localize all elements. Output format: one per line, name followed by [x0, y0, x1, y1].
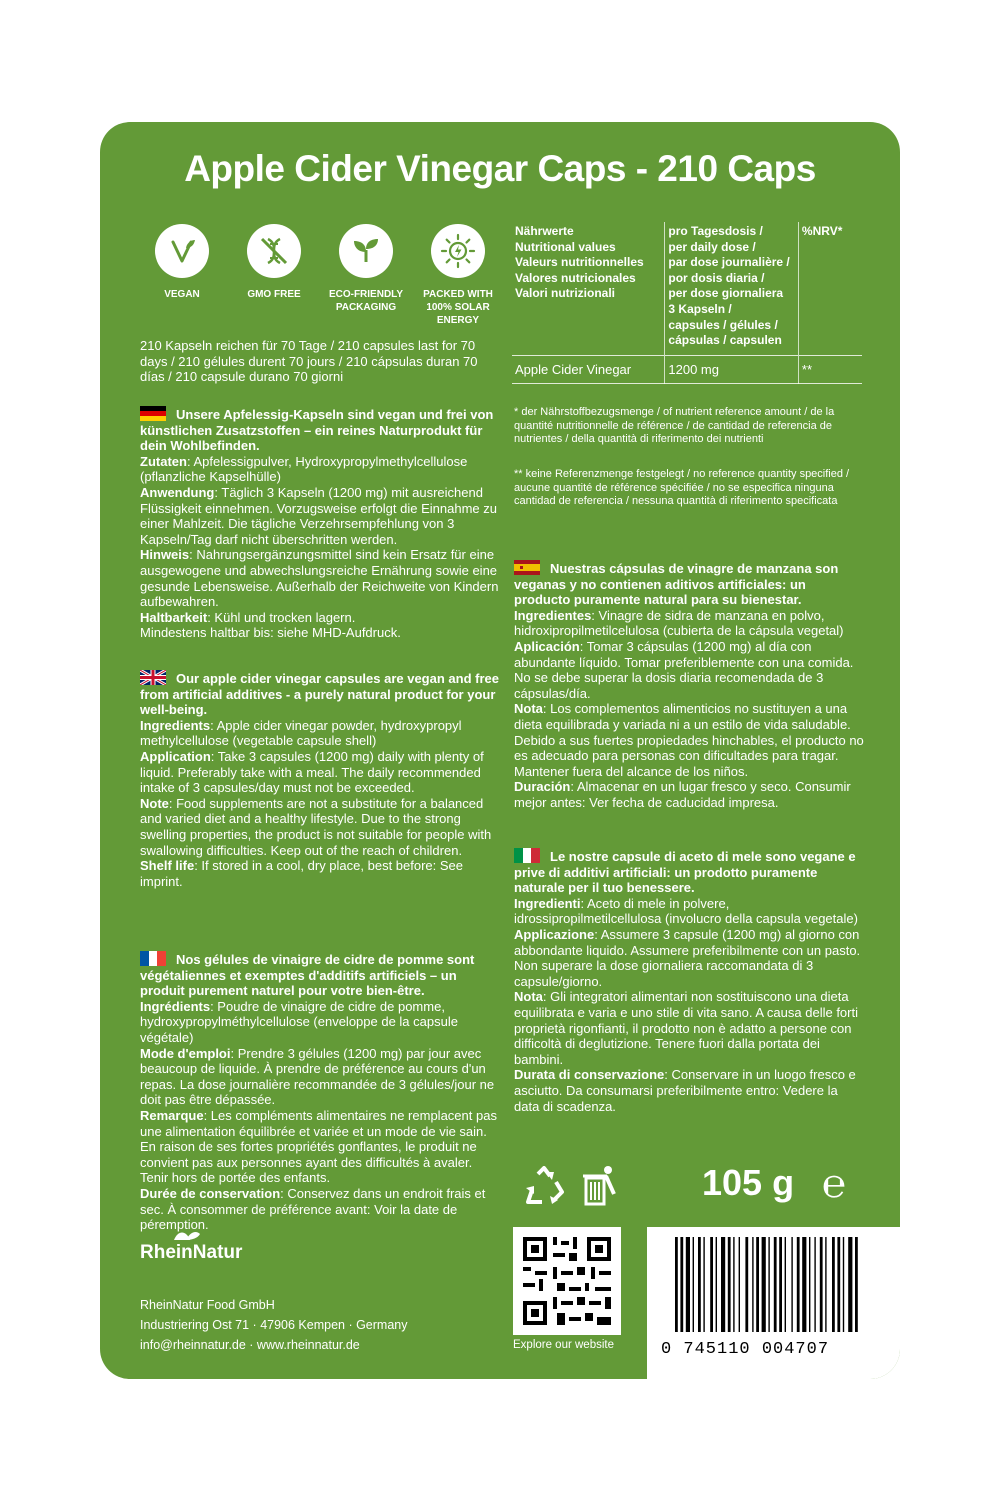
- section-german: [140, 406, 500, 641]
- qr-caption: Explore our website: [513, 1339, 614, 1351]
- section-english: [140, 670, 500, 889]
- shelf-life-line: Duración: Almacenar en un lugar fresco y seco. Consumir mejor antes: Ver fecha de caducidad impresa.: [514, 779, 851, 810]
- section-heading: Nos gélules de vinaigre de cidre de pomme sont végétaliennes et exemptes d'additifs artificiels – un produit purement naturel pour votre bien-être.: [140, 952, 475, 999]
- application-line: Application: Take 3 capsules (1200 mg) daily with plenty of liquid. Preferably take with a meal. The daily recommended intake of 3 capsules/day must not be exceeded.: [140, 748, 484, 796]
- badge-gmo-free: [232, 224, 316, 301]
- section-heading: Nuestras cápsulas de vinagre de manzana son veganas y no contienen aditivos artificiales: un producto puramente natural para su bienestar.: [514, 561, 839, 608]
- note-line: Nota: Los complementos alimenticios no sustituyen a una dieta equilibrada y variada ni a un estilo de vida saludable. Debido a sus fuertes propiedades hinchables, el producto no es adecuado para personas con dificultades para tragar. Mantener fuera del alcance de los niños.: [514, 701, 864, 779]
- badge-row: [140, 224, 500, 334]
- qr-code-icon: [513, 1227, 621, 1335]
- qr-code[interactable]: [513, 1227, 621, 1335]
- barcode-bars-icon: [647, 1227, 900, 1337]
- section-spanish: [514, 560, 864, 811]
- company-info: [140, 1295, 408, 1355]
- net-weight: 105 g: [702, 1162, 795, 1203]
- ingredients-line: Ingredienti: Aceto di mele in polvere, idrossipropilmetilcellulosa (involucro della capsula vegetale): [514, 895, 858, 927]
- eco-packaging-icon: [339, 224, 393, 278]
- badge-label: VEGAN: [164, 289, 200, 300]
- note-line: Hinweis: Nahrungsergänzungsmittel sind kein Ersatz für eine ausgewogene und abwechslungsreiche Ernährung sowie eine gesunde Lebensweise. Außerhalb der Reichweite von Kindern aufbewahren.: [140, 547, 499, 610]
- product-title: Apple Cider Vinegar Caps - 210 Caps: [184, 148, 816, 189]
- ingredients-line: Ingrédients: Poudre de vinaigre de cidre de pomme, hydroxypropylméthylcellulose (enveloppe de la capsule végétale): [140, 998, 458, 1045]
- estimated-sign: ℮: [822, 1162, 847, 1206]
- section-heading: Unsere Apfelessig-Kapseln sind vegan und frei von künstlichen Zusatzstoffen – ein reines Naturprodukt für dein Wohlbefinden.: [140, 407, 494, 454]
- italian-flag-icon: [514, 848, 540, 863]
- badge-eco-packaging: [324, 224, 408, 314]
- shelf-life-line: Durée de conservation: Conservez dans un endroit frais et sec. À consommer de préférence avant: Voir la date de péremption.: [140, 1185, 486, 1233]
- ingredients-line: Ingredientes: Vinagre de sidra de manzana en polvo, hidroxipropilmetilcelulosa (cubierta de la cápsula vegetal): [514, 607, 844, 639]
- badge-label: ECO-FRIENDLY PACKAGING: [328, 289, 404, 313]
- french-flag-icon: [140, 951, 166, 966]
- badge-label: PACKED WITH 100% SOLAR ENERGY: [423, 289, 493, 326]
- company-contact: info@rheinnatur.de · www.rheinnatur.de: [140, 1338, 360, 1352]
- nrv-footnote: * der Nährstoffbezugsmenge / of nutrient reference amount / de la quantité nutritionnelle de référence / de cantidad de referencia de nutrientes / della quantità di riferimento dei nutrienti: [514, 406, 835, 445]
- gmo-free-icon: [247, 224, 301, 278]
- solar-energy-icon: [431, 224, 485, 278]
- recycle-icon: [522, 1166, 566, 1206]
- nutrient-nrv: **: [798, 355, 862, 384]
- nutrition-header-dose: pro Tagesdosis / per daily dose / par dose journalière / por dosis diaria / per dose giornaliera 3 Kapseln / capsules / gélules / cápsulas / capsulen: [665, 222, 799, 355]
- nutrition-header-row: [512, 222, 862, 355]
- barcode-number: 0 745110 004707: [661, 1340, 830, 1359]
- best-before-line: Mindestens haltbar bis: siehe MHD-Aufdruck.: [140, 625, 401, 641]
- nutrition-header-nrv: %NRV*: [801, 224, 843, 238]
- shelf-life-line: Shelf life: If stored in a cool, dry place, best before: See imprint.: [140, 858, 464, 889]
- barcode: [647, 1227, 900, 1379]
- section-heading: Our apple cider vinegar capsules are vegan and free from artificial additives - a purely natural product for your well-being.: [140, 671, 499, 718]
- trash-bin-icon: [578, 1164, 618, 1208]
- application-line: Anwendung: Täglich 3 Kapseln (1200 mg) mit ausreichend Flüssigkeit einnehmen. Vorzugsweise erfolgt die Einnahme zu einer Mahlzeit. Die tägliche Verzehrsempfehlung von 3 Kapseln/Tag darf nicht überschritten werden.: [140, 484, 497, 547]
- nutrient-name: Apple Cider Vinegar: [512, 355, 665, 384]
- uk-flag-icon: [140, 670, 166, 685]
- shelf-life-line: Haltbarkeit: Kühl und trocken lagern.: [140, 609, 356, 625]
- leaf-icon: [172, 1228, 202, 1242]
- vegan-leaf-icon: [155, 224, 209, 278]
- badge-vegan: [140, 224, 224, 301]
- shelf-life-line: Durata di conservazione: Conservare in un luogo fresco e asciutto. Da consumarsi preferibilmente entro: Vedere la data di scadenza.: [514, 1067, 856, 1114]
- capsule-duration-text: 210 Kapseln reichen für 70 Tage / 210 capsules last for 70 days / 210 gélules durent 70 jours / 210 cápsulas duran 70 días / 210 capsule durano 70 giorni: [140, 338, 478, 385]
- note-line: Nota: Gli integratori alimentari non sostituiscono una dieta equilibrata e varia e uno stile di vita sano. A causa delle forti proprietà rigonfianti, il prodotto non è adatto a persone con difficoltà di deglutizione. Tenere fuori dalla portata dei bambini.: [514, 989, 858, 1067]
- nutrient-amount: 1200 mg: [665, 355, 799, 384]
- application-line: Aplicación: Tomar 3 cápsulas (1200 mg) al día con abundante líquido. Tomar preferiblemente con una comida. No se debe superar la dosis diaria recomendada de 3 cápsulas/día.: [514, 638, 854, 701]
- german-flag-icon: [140, 406, 166, 421]
- section-heading: Le nostre capsule di aceto di mele sono vegane e prive di additivi artificiali: un prodotto puramente naturale per il tuo benessere.: [514, 849, 856, 896]
- nutrition-row: [512, 355, 862, 384]
- badge-label: GMO FREE: [247, 289, 301, 300]
- brand-logo: RheinNatur: [140, 1242, 242, 1264]
- disposal-icons: [522, 1164, 618, 1208]
- ingredients-line: Zutaten: Apfelessigpulver, Hydroxypropylmethylcellulose (pflanzliche Kapselhülle): [140, 453, 468, 485]
- nutrition-header-label: Nährwerte Nutritional values Valeurs nutritionnelles Valores nutricionales Valori nutrizionali: [512, 222, 665, 355]
- application-line: Mode d'emploi: Prendre 3 gélules (1200 mg) par jour avec beaucoup de liquide. À prendre de préférence au cours d'un repas. La dose journalière recommandée de 3 gélules/jour ne doit pas être dépassée.: [140, 1045, 495, 1108]
- nutrition-table: [512, 222, 862, 384]
- note-line: Remarque: Les compléments alimentaires ne remplacent pas une alimentation équilibrée et variée et un mode de vie sain. En raison de ses fortes propriétés gonflantes, le produit ne convient pas aux personnes ayant des difficultés à avaler. Tenir hors de portée des enfants.: [140, 1107, 497, 1186]
- badge-solar-energy: [416, 224, 500, 327]
- company-name: RheinNatur Food GmbH: [140, 1298, 275, 1312]
- note-line: Note: Food supplements are not a substitute for a balanced and varied diet and a healthy lifestyle. Due to the strong swelling properties, the product is not suitable for people with swallowing difficulties. Keep out of the reach of children.: [140, 795, 492, 858]
- spanish-flag-icon: [514, 560, 540, 575]
- section-french: [140, 951, 500, 1233]
- application-line: Applicazione: Assumere 3 capsule (1200 mg) al giorno con abbondante liquido. Assumere preferibilmente con un pasto. Non superare la dose giornaliera raccomandata di 3 capsule/giorno.: [514, 926, 861, 989]
- ingredients-line: Ingredients: Apple cider vinegar powder, hydroxypropyl methylcellulose (vegetable capsule shell): [140, 717, 462, 749]
- product-label: [100, 122, 900, 1379]
- no-reference-footnote: ** keine Referenzmenge festgelegt / no reference quantity specified / aucune quantité de référence spécifiée / no se especifica ninguna cantidad de referencia / nessuna quantità di riferimento specificata: [514, 468, 850, 507]
- company-address: Industriering Ost 71 · 47906 Kempen · Germany: [140, 1318, 408, 1332]
- section-italian: [514, 848, 864, 1114]
